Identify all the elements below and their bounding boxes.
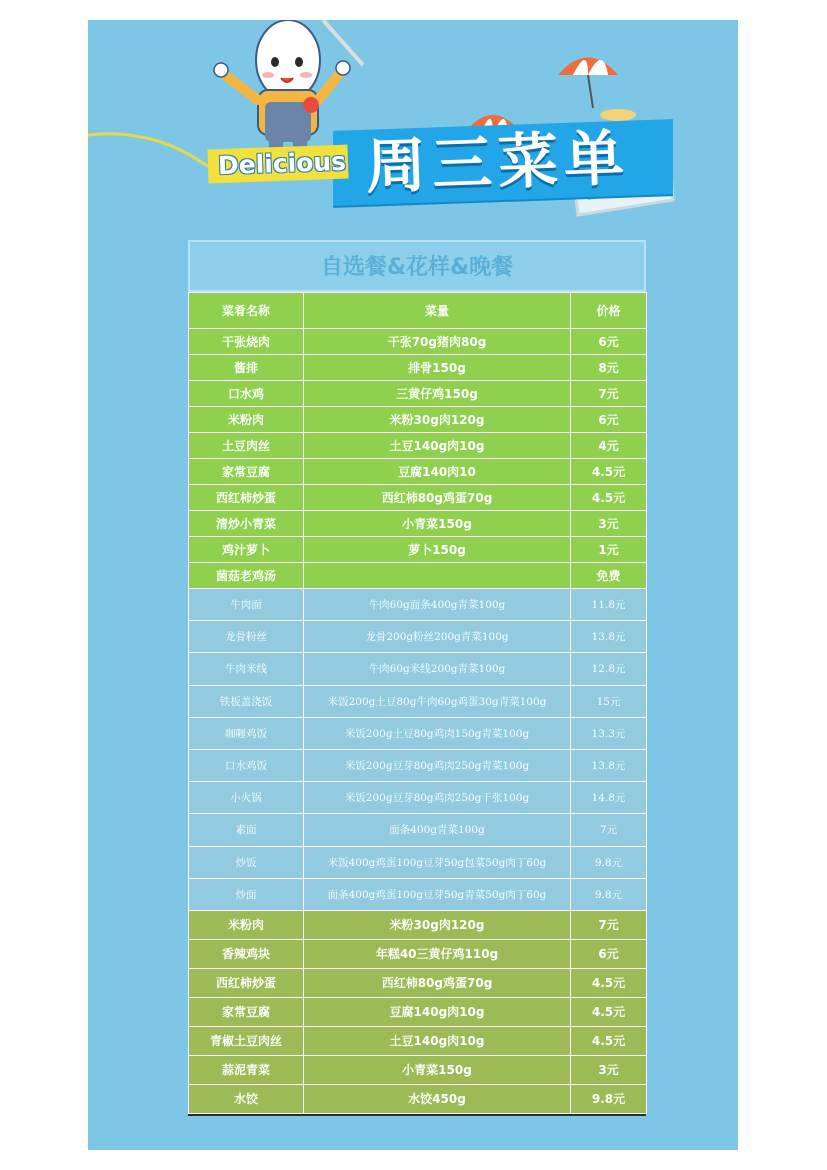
portion-cell: 水饺450g bbox=[304, 1084, 571, 1113]
price-cell: 14.8元 bbox=[571, 782, 647, 814]
table-row bbox=[189, 968, 647, 997]
price-cell: 9.8元 bbox=[571, 846, 647, 878]
price-cell: 13.8元 bbox=[571, 621, 647, 653]
table-row bbox=[189, 1084, 647, 1113]
dish-name-cell: 口水鸡饭 bbox=[189, 749, 304, 781]
column-header-price: 价格 bbox=[571, 293, 647, 329]
portion-cell: 米饭200g豆芽80g鸡肉250g干张100g bbox=[304, 782, 571, 814]
price-cell: 12.8元 bbox=[571, 653, 647, 685]
portion-cell: 小青菜150g bbox=[304, 511, 571, 537]
price-cell: 4.5元 bbox=[571, 968, 647, 997]
dish-name-cell: 鸡汁萝卜 bbox=[189, 537, 304, 563]
table-row bbox=[189, 717, 647, 749]
table-row bbox=[189, 621, 647, 653]
portion-cell: 三黄仔鸡150g bbox=[304, 381, 571, 407]
portion-cell: 干张70g猪肉80g bbox=[304, 329, 571, 355]
dish-name-cell: 铁板盖浇饭 bbox=[189, 685, 304, 717]
dish-name-cell: 牛肉面 bbox=[189, 589, 304, 621]
price-cell: 13.8元 bbox=[571, 749, 647, 781]
table-row bbox=[189, 589, 647, 621]
table-row bbox=[189, 485, 647, 511]
dish-name-cell: 口水鸡 bbox=[189, 381, 304, 407]
dish-name-cell: 米粉肉 bbox=[189, 407, 304, 433]
menu-table-section bbox=[188, 240, 646, 1116]
table-row bbox=[189, 511, 647, 537]
dish-name-cell: 酱排 bbox=[189, 355, 304, 381]
price-cell: 7元 bbox=[571, 910, 647, 939]
portion-cell: 牛肉60g米线200g青菜100g bbox=[304, 653, 571, 685]
menu-table bbox=[188, 292, 647, 1114]
price-cell: 6元 bbox=[571, 939, 647, 968]
table-row bbox=[189, 878, 647, 910]
portion-cell: 年糕40三黄仔鸡110g bbox=[304, 939, 571, 968]
table-row bbox=[189, 329, 647, 355]
portion-cell: 米饭200g土豆80g牛肉60g鸡蛋30g青菜100g bbox=[304, 685, 571, 717]
dish-name-cell: 菌菇老鸡汤 bbox=[189, 563, 304, 589]
column-header-portion: 菜量 bbox=[304, 293, 571, 329]
price-cell: 8元 bbox=[571, 355, 647, 381]
portion-cell: 小青菜150g bbox=[304, 1055, 571, 1084]
table-row bbox=[189, 997, 647, 1026]
table-row bbox=[189, 381, 647, 407]
price-cell: 免费 bbox=[571, 563, 647, 589]
price-cell: 9.8元 bbox=[571, 1084, 647, 1113]
price-cell: 4.5元 bbox=[571, 485, 647, 511]
portion-cell: 面条400g鸡蛋100g豆芽50g青菜50g肉丁60g bbox=[304, 878, 571, 910]
dish-name-cell: 西红柿炒蛋 bbox=[189, 968, 304, 997]
table-row bbox=[189, 814, 647, 846]
portion-cell: 排骨150g bbox=[304, 355, 571, 381]
delicious-tag: Delicious bbox=[217, 146, 347, 181]
portion-cell: 西红柿80g鸡蛋70g bbox=[304, 968, 571, 997]
table-row bbox=[189, 355, 647, 381]
table-row bbox=[189, 685, 647, 717]
price-cell: 9.8元 bbox=[571, 878, 647, 910]
dish-name-cell: 青椒土豆肉丝 bbox=[189, 1026, 304, 1055]
table-header-row bbox=[189, 293, 647, 329]
section-title: 自选餐&花样&晚餐 bbox=[188, 240, 646, 292]
portion-cell: 萝卜150g bbox=[304, 537, 571, 563]
portion-cell: 西红柿80g鸡蛋70g bbox=[304, 485, 571, 511]
portion-cell: 土豆140g肉10g bbox=[304, 1026, 571, 1055]
dish-name-cell: 清炒小青菜 bbox=[189, 511, 304, 537]
price-cell: 3元 bbox=[571, 511, 647, 537]
beach-umbrella-icon bbox=[553, 40, 623, 110]
price-cell: 7元 bbox=[571, 814, 647, 846]
table-row bbox=[189, 653, 647, 685]
menu-poster bbox=[88, 20, 738, 1150]
portion-cell: 米饭400g鸡蛋100g豆芽50g包菜50g肉丁60g bbox=[304, 846, 571, 878]
portion-cell: 米粉30g肉120g bbox=[304, 910, 571, 939]
dish-name-cell: 干张烧肉 bbox=[189, 329, 304, 355]
price-cell: 11.8元 bbox=[571, 589, 647, 621]
dish-name-cell: 西红柿炒蛋 bbox=[189, 485, 304, 511]
table-row bbox=[189, 910, 647, 939]
dish-name-cell: 米粉肉 bbox=[189, 910, 304, 939]
portion-cell: 土豆140g肉10g bbox=[304, 433, 571, 459]
dish-name-cell: 咖喱鸡饭 bbox=[189, 717, 304, 749]
table-row bbox=[189, 1026, 647, 1055]
price-cell: 1元 bbox=[571, 537, 647, 563]
portion-cell: 牛肉60g面条400g青菜100g bbox=[304, 589, 571, 621]
table-row bbox=[189, 459, 647, 485]
price-cell: 6元 bbox=[571, 329, 647, 355]
portion-cell: 豆腐140g肉10g bbox=[304, 997, 571, 1026]
table-row bbox=[189, 433, 647, 459]
price-cell: 4元 bbox=[571, 433, 647, 459]
price-cell: 4.5元 bbox=[571, 997, 647, 1026]
dish-name-cell: 水饺 bbox=[189, 1084, 304, 1113]
dish-name-cell: 小火锅 bbox=[189, 782, 304, 814]
price-cell: 4.5元 bbox=[571, 459, 647, 485]
portion-cell: 米饭200g豆芽80g鸡肉250g青菜100g bbox=[304, 749, 571, 781]
dish-name-cell: 蒜泥青菜 bbox=[189, 1055, 304, 1084]
portion-cell: 米粉30g肉120g bbox=[304, 407, 571, 433]
table-row bbox=[189, 846, 647, 878]
dish-name-cell: 牛肉米线 bbox=[189, 653, 304, 685]
price-cell: 3元 bbox=[571, 1055, 647, 1084]
dish-name-cell: 龙骨粉丝 bbox=[189, 621, 304, 653]
dish-name-cell: 家常豆腐 bbox=[189, 997, 304, 1026]
dish-name-cell: 炒面 bbox=[189, 878, 304, 910]
table-row bbox=[189, 939, 647, 968]
price-cell: 7元 bbox=[571, 381, 647, 407]
price-cell: 6元 bbox=[571, 407, 647, 433]
table-row bbox=[189, 782, 647, 814]
price-cell: 15元 bbox=[571, 685, 647, 717]
table-row bbox=[189, 537, 647, 563]
dish-name-cell: 素面 bbox=[189, 814, 304, 846]
price-cell: 4.5元 bbox=[571, 1026, 647, 1055]
portion-cell: 面条400g青菜100g bbox=[304, 814, 571, 846]
table-row bbox=[189, 563, 647, 589]
price-cell: 13.3元 bbox=[571, 717, 647, 749]
portion-cell: 豆腐140肉10 bbox=[304, 459, 571, 485]
portion-cell: 米饭200g土豆80g鸡肉150g青菜100g bbox=[304, 717, 571, 749]
table-row bbox=[189, 749, 647, 781]
dish-name-cell: 土豆肉丝 bbox=[189, 433, 304, 459]
table-row bbox=[189, 1055, 647, 1084]
table-bottom-border bbox=[188, 1114, 646, 1116]
portion-cell bbox=[304, 563, 571, 589]
table-row bbox=[189, 407, 647, 433]
portion-cell: 龙骨200g粉丝200g青菜100g bbox=[304, 621, 571, 653]
dish-name-cell: 炒饭 bbox=[189, 846, 304, 878]
column-header-name: 菜肴名称 bbox=[189, 293, 304, 329]
dish-name-cell: 家常豆腐 bbox=[189, 459, 304, 485]
dish-name-cell: 香辣鸡块 bbox=[189, 939, 304, 968]
menu-title: 周三菜单 bbox=[364, 123, 632, 203]
